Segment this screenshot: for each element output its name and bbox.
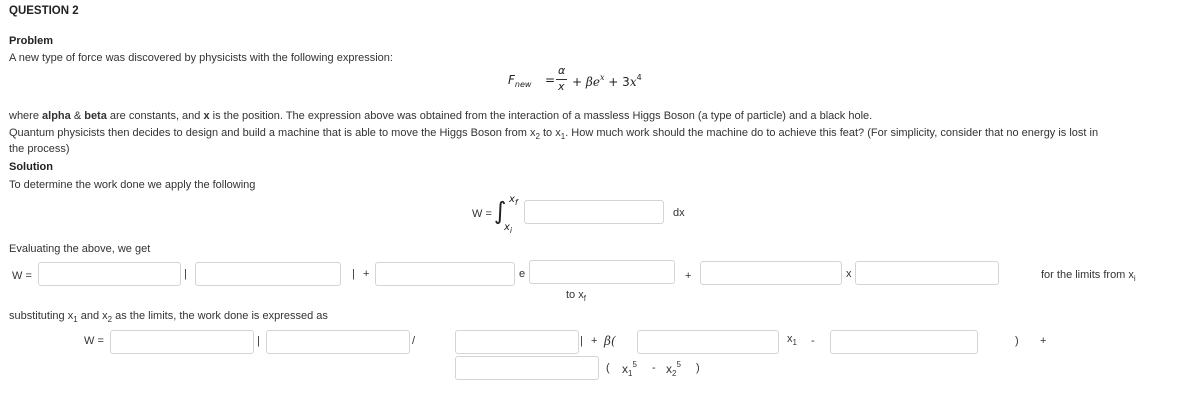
problem-description-line2: Quantum physicists then decides to design and build a machine that is able to move the Higgs Boson from $x_2$ to $x_1$. How much work should the machine do to achieve this feat? (For simplicity, consider that no energy is lost in [9,127,1099,141]
eval-input-1[interactable] [38,262,181,286]
solution-intro: To determine the work done we apply the following [9,179,256,191]
eval-bar-1: | [184,268,187,280]
problem-description-line1: where alpha & beta are constants, and x is the position. The expression above was obtained from the interaction of a massless Higgs Boson (a type of particle) and a black hole. [9,110,873,122]
eval-bar-2: | [352,268,355,280]
eval-plus-1: + [363,268,370,280]
subst-x1-5: $x_1^5$ [622,360,637,378]
eval-limits-text: for the limits from $x_i$ [1041,269,1136,283]
solution-heading: Solution [9,161,53,173]
formula-rest: + $\beta e^x + 3x^4$ [572,73,642,89]
formula-F: $F_{new}$ [508,73,532,89]
subst-beta-paren: β( [604,334,616,348]
eval-input-3[interactable] [375,262,515,286]
eval-input-2[interactable] [195,262,341,286]
subst-input-2[interactable] [266,330,410,354]
subst-input-6[interactable] [455,356,599,380]
integral-w-label: W = [472,208,492,220]
subst-plus-1: + [591,335,598,347]
integral-lower-limit: $x_i$ [504,222,513,235]
subst-open-paren: ( [606,362,610,374]
problem-description-line3: the process) [9,143,70,155]
subst-input-1[interactable] [110,330,254,354]
eval-input-4[interactable] [529,260,675,284]
subst-slash: / [412,335,416,347]
subst-bar-2: | [580,335,583,347]
evaluating-w-label: W = [12,270,32,282]
eval-e-label: e [519,268,526,280]
integral-symbol: ∫ [494,197,507,225]
formula-denominator: x [558,80,565,93]
eval-to-label: to $x_f$ [566,289,586,303]
formula-numerator: α [558,64,566,77]
subst-input-4[interactable] [637,330,779,354]
integrand-input[interactable] [524,200,664,224]
subst-input-5[interactable] [830,330,978,354]
subst-minus-2: - [652,362,656,374]
subst-close-paren: ) [1015,335,1019,347]
subst-input-3[interactable] [455,330,579,354]
problem-intro: A new type of force was discovered by physicists with the following expression: [9,52,393,64]
eval-x-label: x [846,268,852,280]
subst-minus: - [811,335,815,347]
eval-plus-2: + [685,270,692,282]
subst-bar-1: | [257,335,260,347]
formula-eq: = [545,73,556,87]
subst-x1-label: $x_1$ [787,333,797,347]
subst-w-label: W = [84,335,104,347]
integral-dx: dx [673,207,685,219]
subst-x2-5: $x_2^5$ [666,360,681,378]
eval-input-6[interactable] [855,261,999,285]
question-title: QUESTION 2 [9,5,79,17]
evaluating-label: Evaluating the above, we get [9,243,151,255]
problem-heading: Problem [9,35,54,47]
subst-close-paren-2: ) [696,362,700,374]
substituting-label: substituting $x_1$ and $x_2$ as the limits, the work done is expressed as [9,310,328,324]
integral-upper-limit: $x_f$ [509,194,518,207]
eval-input-5[interactable] [700,261,842,285]
subst-plus-2: + [1040,335,1047,347]
